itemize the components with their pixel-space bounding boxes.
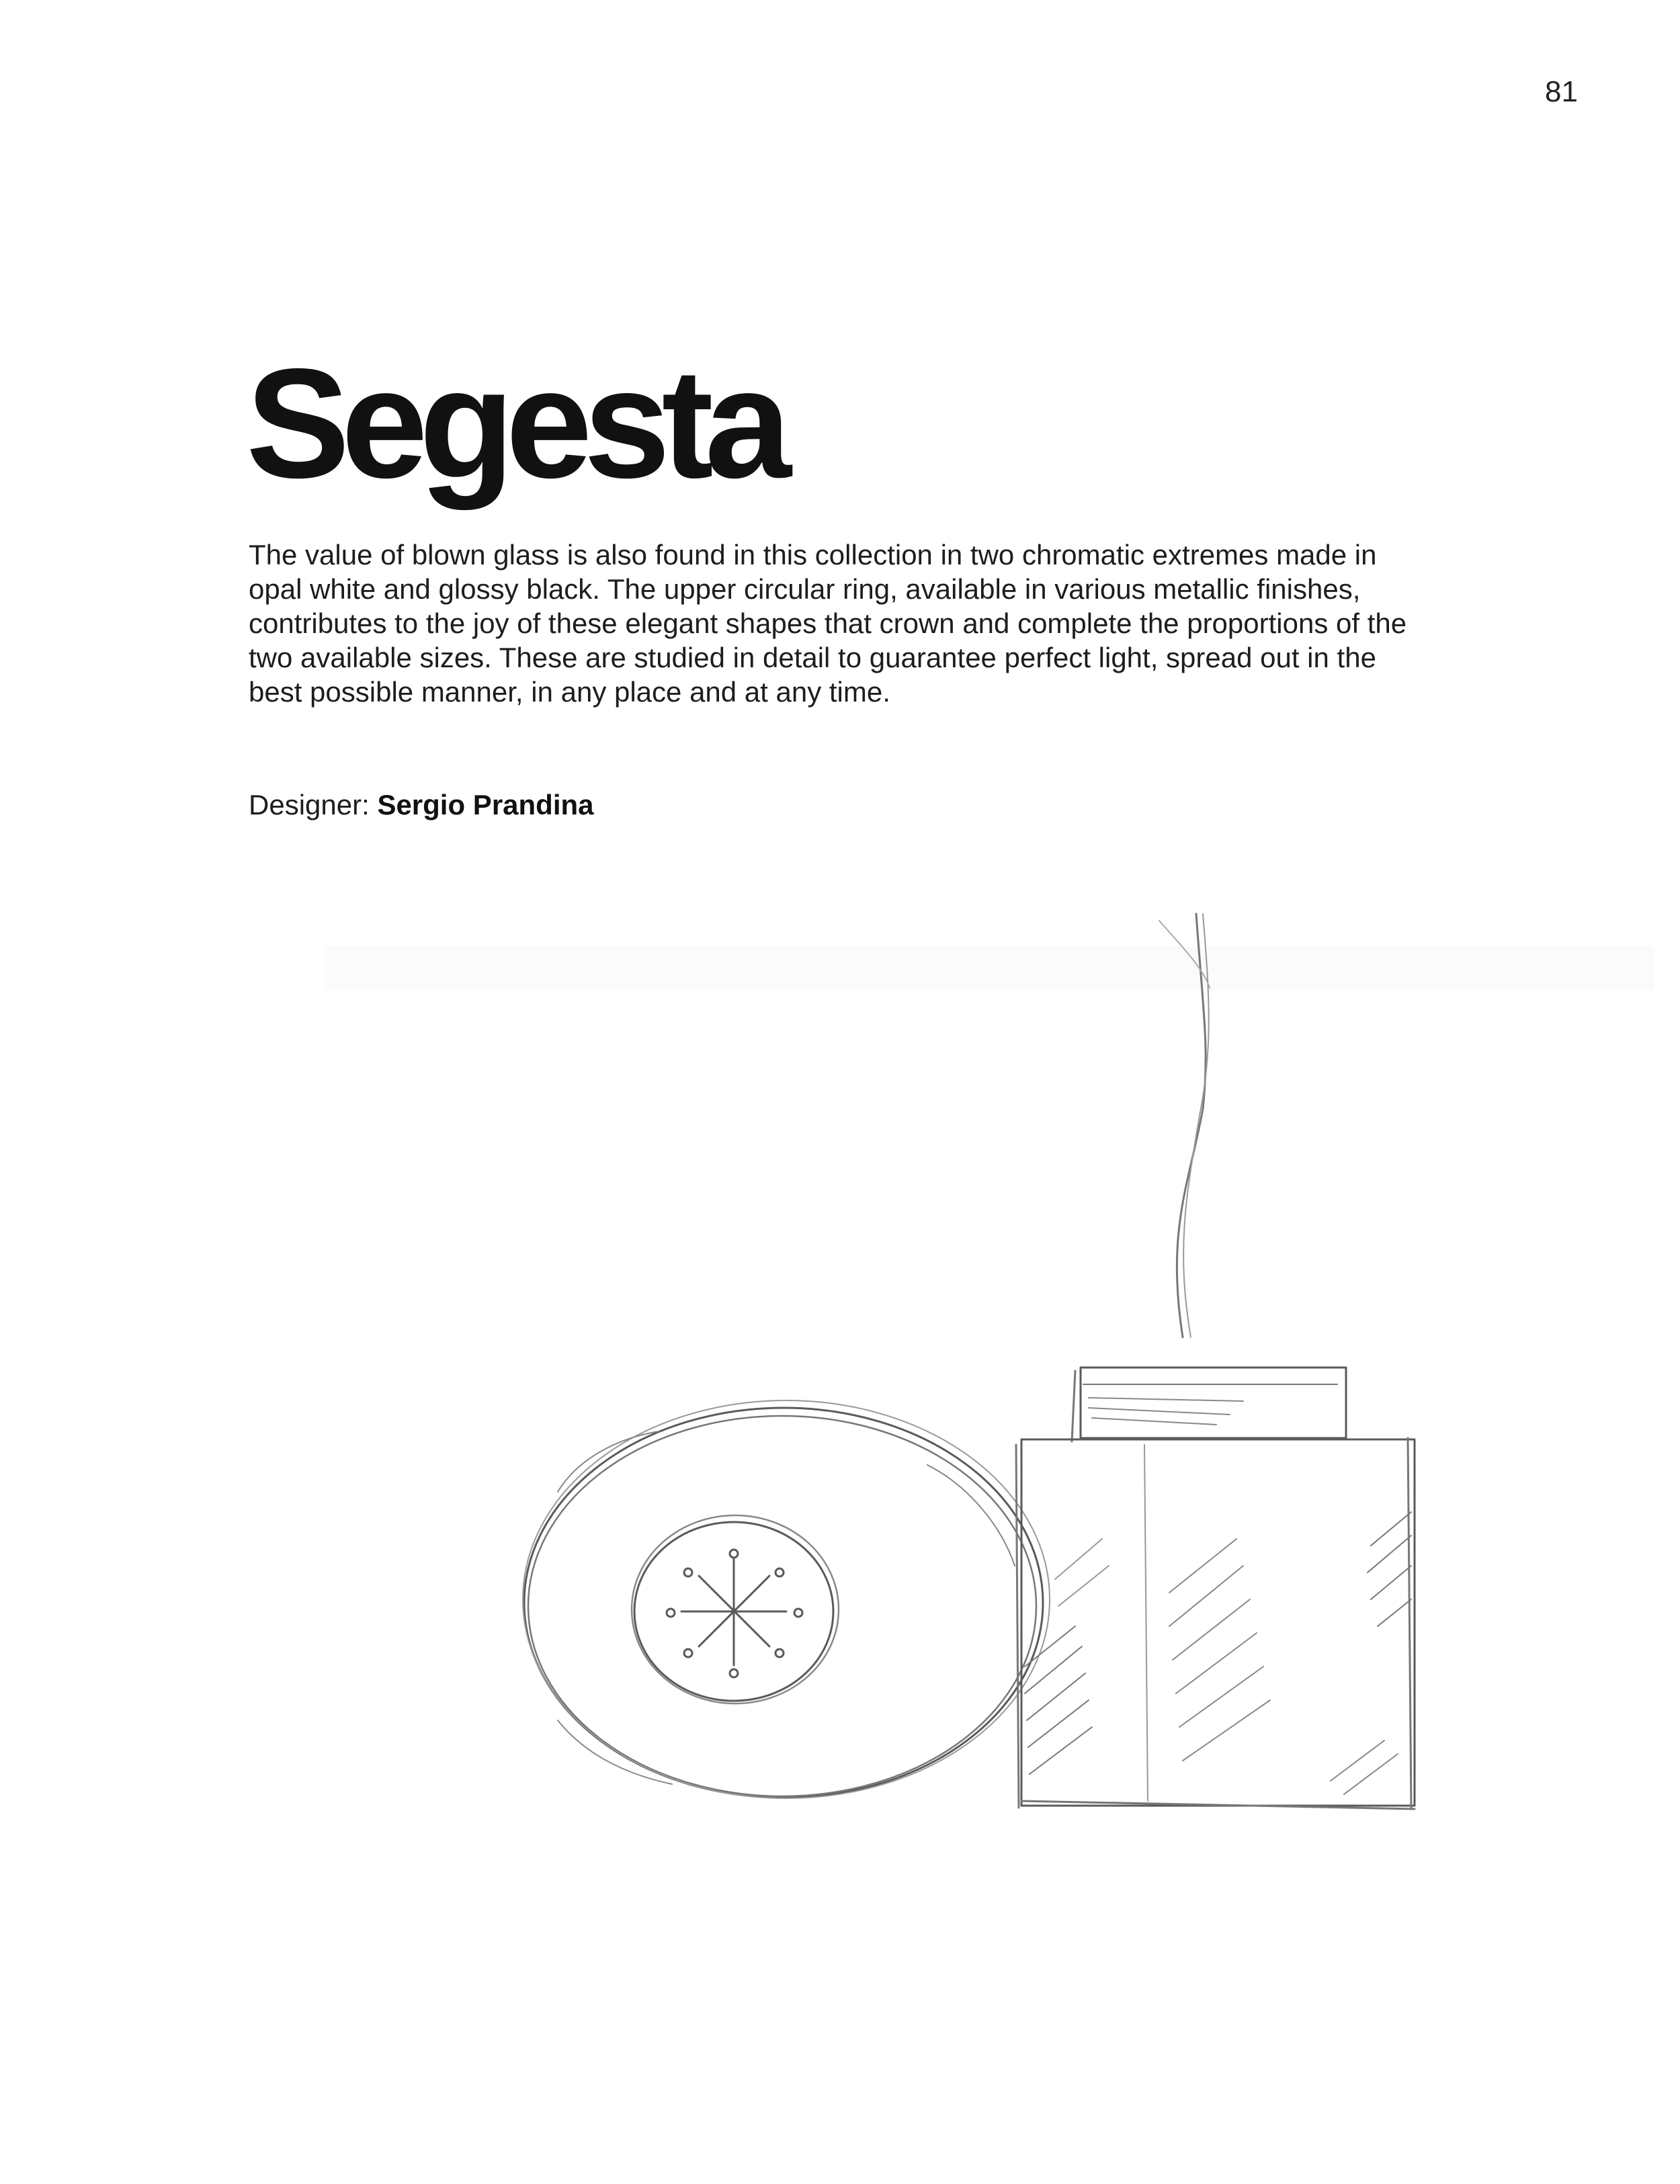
product-title: Segesta bbox=[246, 337, 783, 511]
product-description: The value of blown glass is also found in this collection in two chromatic extremes made in opal white and glossy black. The upper circular ring, available in various metallic finishes, contributes to the joy of these elegant shapes that crown and complete the proportions of the two available sizes. These are studied in detail to guarantee perfect light, spread out in the best possible manner, in any place and at any time. bbox=[249, 539, 1407, 708]
page-number: 81 bbox=[1545, 75, 1578, 108]
designer-name: Sergio Prandina bbox=[377, 789, 594, 821]
round-lamp-sketch bbox=[523, 1400, 1050, 1798]
pendant-lamp-sketch bbox=[1016, 914, 1415, 1809]
designer-label: Designer: bbox=[249, 789, 370, 821]
